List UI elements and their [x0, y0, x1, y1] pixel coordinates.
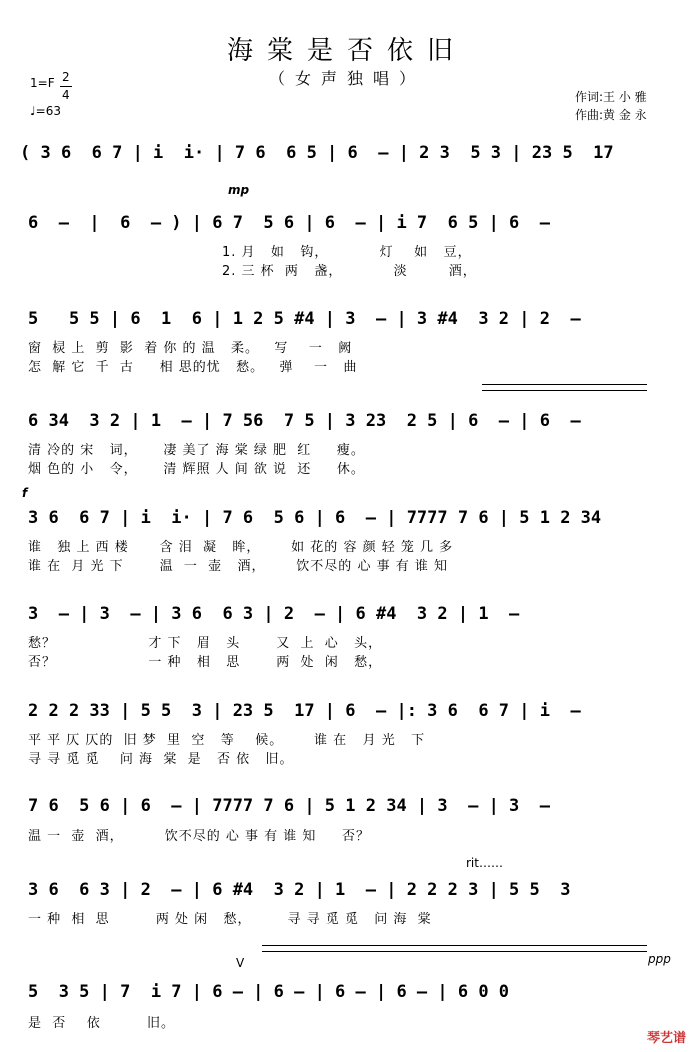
song-title: 海棠是否依旧	[226, 36, 467, 66]
lyricist-credit: 作词:王 小 雅	[575, 90, 647, 104]
lyric-line-7a: 平 平 仄 仄的 旧 梦 里 空 等 候。 谁 在 月 光 下	[28, 733, 426, 748]
notation-line-5: 3 6 6 7 | i i· | 7 6 5 6 | 6 — | 7777 7 6 | 5 1 2 34	[28, 508, 602, 528]
tempo-mark: ♩=63	[30, 104, 61, 118]
time-signature-top: 2	[62, 70, 70, 84]
decrescendo-line	[262, 951, 647, 952]
dynamic-f: f	[22, 486, 28, 500]
dynamic-ppp: ppp	[648, 952, 671, 966]
key-signature: 1=F	[30, 76, 55, 90]
notation-line-7: 2 2 2 33 | 5 5 3 | 23 5 17 | 6 — |: 3 6 6 7 | i —	[28, 701, 581, 721]
decrescendo-line	[482, 384, 647, 385]
dynamic-mp: mp	[228, 183, 250, 197]
lyric-line-2a: 1. 月 如 钩， 灯 如 豆，	[222, 245, 472, 260]
notation-line-9: 3 6 6 3 | 2 — | 6 #4 3 2 | 1 — | 2 2 2 3 | 5 5 3	[28, 880, 571, 900]
ritardando-mark: rit……	[466, 856, 503, 870]
lyric-line-9a: 一 种 相 思 两 处 闲 愁， 寻 寻 觅 觅 问 海 棠	[28, 912, 432, 927]
lyric-line-4a: 清 冷的 宋 词， 凄 美了 海 棠 绿 肥 红 瘦。	[28, 443, 365, 458]
notation-line-2: 6 — | 6 — ) | 6 7 5 6 | 6 — | i 7 6 5 | 6 —	[28, 213, 550, 233]
notation-line-8: 7 6 5 6 | 6 — | 7777 7 6 | 5 1 2 34 | 3 — | 3 —	[28, 796, 550, 816]
decrescendo-line	[482, 390, 647, 391]
lyric-line-7b: 寻 寻 觅 觅 问 海 棠 是 否 依 旧。	[28, 752, 294, 767]
notation-line-1: ( 3 6 6 7 | i i· | 7 6 6 5 | 6 — | 2 3 5 3 | 23 5 17	[20, 143, 614, 163]
lyric-line-2b: 2. 三 杯 两 盏， 淡 酒，	[222, 264, 477, 279]
lyric-line-6a: 愁？ 才 下 眉 头 又 上 心 头，	[28, 636, 383, 651]
lyric-line-5a: 谁 独 上 西 楼 含 泪 凝 眸， 如 花的 容 颜 轻 笼 几 多	[28, 540, 454, 555]
lyric-line-8a: 温 一 壶 酒， 饮不尽的 心 事 有 谁 知 否？	[28, 829, 371, 844]
lyric-line-3a: 窗 棂 上 剪 影 着 你 的 温 柔。 写 一 阙	[28, 341, 353, 356]
breath-mark: V	[236, 956, 245, 970]
notation-line-10: 5 3 5 | 7 i 7 | 6 — | 6 — | 6 — | 6 — | 6 0 0	[28, 982, 510, 1002]
watermark-logo: 琴艺谱	[646, 1031, 686, 1046]
song-subtitle: （女声独唱）	[268, 69, 425, 88]
lyric-line-4b: 烟 色的 小 令， 清 辉照 人 间 欲 说 还 休。	[28, 462, 365, 477]
lyric-line-10a: 是 否 依 旧。	[28, 1016, 175, 1031]
lyric-line-6b: 否？ 一 种 相 思 两 处 闲 愁，	[28, 655, 383, 670]
time-signature-line	[60, 86, 72, 87]
notation-line-4: 6 34 3 2 | 1 — | 7 56 7 5 | 3 23 2 5 | 6 — | 6 —	[28, 411, 581, 431]
composer-credit: 作曲:黄 金 永	[575, 108, 647, 122]
decrescendo-line	[262, 945, 647, 946]
lyric-line-3b: 怎 解 它 千 古 相 思的忧 愁。 弹 一 曲	[28, 360, 358, 375]
lyric-line-5b: 谁 在 月 光 下 温 一 壶 酒， 饮不尽的 心 事 有 谁 知	[28, 559, 448, 574]
notation-line-6: 3 — | 3 — | 3 6 6 3 | 2 — | 6 #4 3 2 | 1 —	[28, 604, 520, 624]
time-signature-bottom: 4	[62, 88, 70, 102]
notation-line-3: 5 5 5 | 6 1 6 | 1 2 5 #4 | 3 — | 3 #4 3 2 | 2 —	[28, 309, 581, 329]
